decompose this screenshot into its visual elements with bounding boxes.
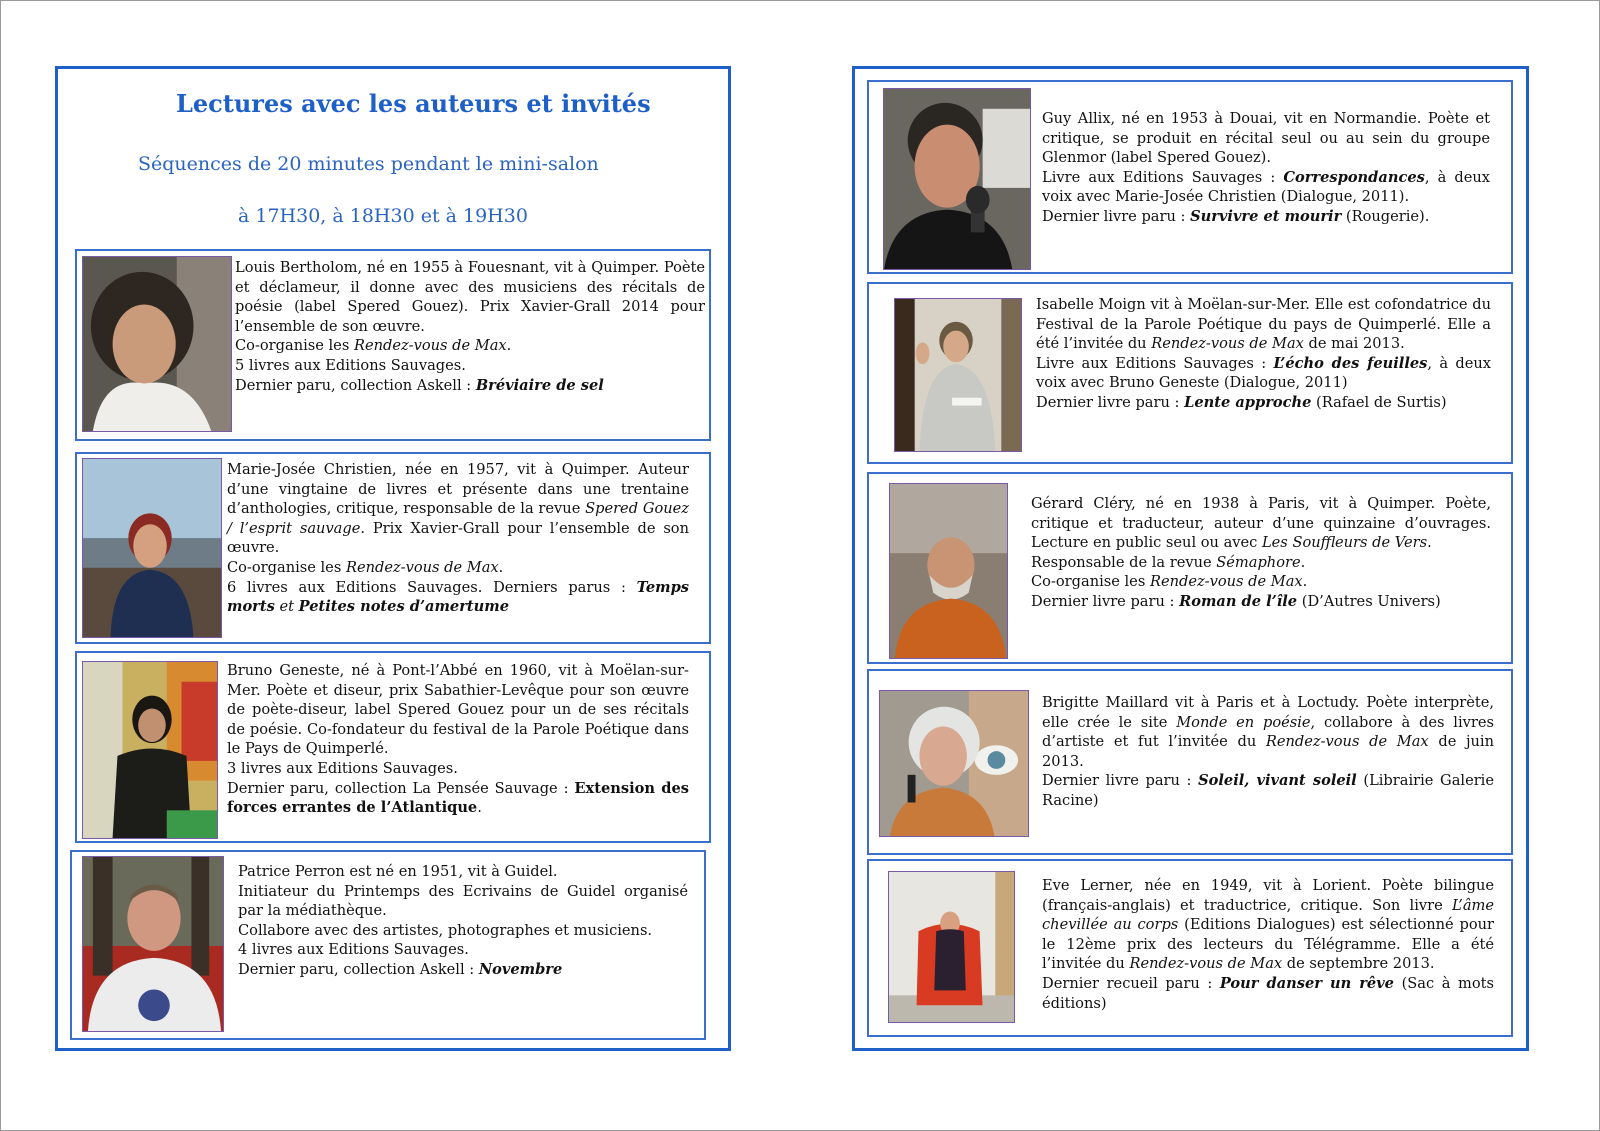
bio-text: Brigitte Maillard vit à Paris et à Loctudy. Poète interprète, elle crée le site — [1042, 694, 1494, 731]
bio-text: Co-organise les — [1031, 573, 1150, 591]
left-page — [55, 66, 731, 1051]
bio-text: Livre aux Editions Sauvages : — [1036, 354, 1274, 372]
bio-text: Dernier livre paru : — [1042, 207, 1191, 225]
bio-emphasis: Spered Gouez / l’esprit sauvage. — [227, 500, 689, 537]
bio-text: (Sac à mots éditions) — [1042, 974, 1494, 1012]
author-photo-eve-lerner — [888, 871, 1015, 1023]
author-bio-eve-lerner — [1042, 876, 1494, 1031]
right-page — [852, 66, 1529, 1051]
bio-books: 5 livres aux Editions Sauvages. — [235, 356, 466, 374]
author-photo-bruno-geneste — [82, 661, 218, 839]
bio-text: , à deux voix avec Marie-Josée Christien (Dialogue, 2011). — [1042, 168, 1490, 206]
author-bio-gerard-clery — [1031, 494, 1491, 612]
bio-text: Prix Xavier-Grall pour l’ensemble de son œuvre. — [227, 519, 689, 557]
bio-emphasis: Sémaphore — [1216, 553, 1301, 571]
author-card-isabelle-moign — [867, 282, 1513, 464]
author-bio-louis-bertholom — [235, 258, 705, 395]
bio-books: 4 livres aux Editions Sauvages. — [238, 941, 469, 959]
bio-text: . — [498, 558, 504, 576]
author-card-guy-allix — [867, 80, 1513, 274]
author-photo-marie-josee-christien — [82, 458, 222, 638]
bio-text: Dernier paru, collection La Pensée Sauvage : — [227, 779, 575, 797]
bio-text: Isabelle Moign vit à Moëlan-sur-Mer. Elle est cofondatrice du Festival de la Parole Poétique du pays de Quimperlé. Elle a été l’invitée du — [1036, 296, 1491, 353]
bio-emphasis: Rendez-vous de Max — [1151, 335, 1304, 353]
bio-emphasis: Rendez-vous de Max — [345, 558, 499, 576]
author-card-patrice-perron — [70, 850, 706, 1040]
bio-text: . — [1302, 573, 1308, 591]
bio-emphasis: Monde en poésie — [1176, 713, 1311, 731]
page-title: Lectures avec les auteurs et invités — [176, 89, 651, 118]
author-photo-patrice-perron — [82, 856, 224, 1032]
book-title: Lente approche — [1184, 393, 1312, 411]
bio-emphasis: L’âme chevillée au corps — [1042, 896, 1494, 934]
schedule-times: à 17H30, à 18H30 et à 19H30 — [238, 205, 528, 227]
bio-text: Dernier livre paru : — [1031, 592, 1180, 610]
author-card-eve-lerner — [867, 859, 1513, 1037]
bio-text: Co-organise les — [235, 337, 354, 355]
book-title: L’écho des feuilles — [1273, 354, 1428, 372]
bio-text: Bruno Geneste, né à Pont-l’Abbé en 1960, vit à Moëlan-sur-Mer. Poète et diseur, prix Sabathier-Levêque pour son œuvre de poète-diseur, label Spered Gouez pour un de ses récitals de poésie. Co-fondateur du festival de la Parole Poétique dans le Pays de Quimperlé. — [227, 662, 689, 758]
bio-emphasis: Rendez-vous de Max — [1149, 573, 1303, 591]
bio-text: Patrice Perron est né en 1951, vit à Guidel. — [238, 863, 558, 880]
bio-emphasis: Rendez-vous de Max — [353, 337, 507, 355]
author-card-marie-josee-christien — [75, 452, 711, 644]
bio-emphasis: Les Souffleurs de Vers — [1261, 534, 1428, 552]
bio-text: (Rougerie). — [1341, 207, 1430, 225]
bio-text: Guy Allix, né en 1953 à Douai, vit en Normandie. Poète et critique, se produit en récital seul ou au sein du groupe Glenmor (label Spered Gouez). — [1042, 110, 1490, 167]
bio-text: Dernier livre paru : — [1036, 393, 1185, 411]
author-photo-louis-bertholom — [82, 256, 232, 432]
bio-text: de mai 2013. — [1303, 335, 1405, 353]
bio-text: Marie-Josée Christien, née en 1957, vit à Quimper. Auteur d’une vingtaine de livres et présente dans une trentaine d’anthologies, critique, responsable de la revue — [227, 461, 689, 518]
bio-text: de septembre 2013. — [1282, 955, 1435, 973]
book-title: Novembre — [478, 960, 563, 978]
author-bio-marie-josee-christien — [227, 460, 689, 617]
bio-text: Initiateur du Printemps des Ecrivains de Guidel organisé par la médiathèque. — [238, 882, 688, 920]
bio-text: . — [477, 799, 482, 817]
bio-text: Dernier paru, collection Askell : — [238, 960, 479, 978]
author-photo-guy-allix — [883, 88, 1031, 270]
bio-text: Gérard Cléry, né en 1938 à Paris, vit à Quimper. Poète, critique et traducteur, auteur d’une quinzaine d’ouvrages. Lecture en public seul ou avec — [1031, 495, 1491, 552]
author-bio-isabelle-moign — [1036, 295, 1491, 413]
author-photo-gerard-clery — [889, 483, 1008, 659]
author-bio-patrice-perron — [238, 862, 688, 980]
author-photo-brigitte-maillard — [879, 690, 1029, 837]
bio-text: Collabore avec des artistes, photographes et musiciens. — [238, 921, 653, 939]
book-title: Roman de l’île — [1179, 592, 1298, 610]
author-card-bruno-geneste — [75, 651, 711, 843]
author-card-brigitte-maillard — [867, 669, 1513, 855]
author-bio-guy-allix — [1042, 109, 1490, 227]
bio-emphasis: Rendez-vous de Max — [1129, 955, 1283, 973]
bio-text: , à deux voix avec Bruno Geneste (Dialogue, 2011) — [1036, 354, 1491, 392]
bio-text: Louis Bertholom, né en 1955 à Fouesnant, vit à Quimper. Poète et déclameur, il donne avec des musiciens des récitals de poésie (label Spered Gouez). Prix Xavier-Grall 2014 pour l’ensemble de son œuvre. — [235, 259, 705, 335]
book-title: Petites notes d’amertume — [298, 598, 509, 616]
bio-text: de juin 2013. — [1042, 733, 1494, 770]
book-title: Correspondances — [1283, 168, 1425, 186]
bio-text: Responsable de la revue — [1031, 553, 1217, 571]
bio-text: (D’Autres Univers) — [1297, 592, 1441, 610]
bio-text: Livre aux Editions Sauvages : — [1042, 168, 1284, 186]
book-title: Pour danser un rêve — [1219, 974, 1394, 992]
bio-emphasis: Rendez-vous de Max — [1265, 733, 1429, 751]
author-card-gerard-clery — [867, 472, 1513, 664]
book-title: Bréviaire de sel — [475, 376, 604, 394]
bio-text: . — [506, 337, 512, 355]
book-title: Temps morts — [227, 578, 689, 616]
bio-text: Co-organise les — [227, 558, 346, 576]
bio-text: Dernier recueil paru : — [1042, 974, 1220, 992]
bio-text: 6 livres aux Editions Sauvages. Derniers parus : — [227, 578, 637, 596]
bio-text: Eve Lerner, née en 1949, vit à Lorient. Poète bilingue (français-anglais) et traductrice, critique. Son livre — [1042, 877, 1494, 914]
author-card-louis-bertholom — [75, 249, 711, 441]
book-title: Soleil, vivant soleil — [1198, 772, 1357, 790]
author-photo-isabelle-moign — [894, 298, 1022, 452]
bio-text: . — [1427, 534, 1432, 552]
bio-text: Dernier livre paru : — [1042, 772, 1199, 790]
bio-text: (Librairie Galerie Racine) — [1042, 772, 1494, 809]
schedule-subtitle: Séquences de 20 minutes pendant le mini-salon — [138, 153, 599, 175]
bio-text: , collabore à des livres d’artiste et fut l’invitée du — [1042, 713, 1494, 751]
bio-text: (Rafael de Surtis) — [1311, 393, 1447, 411]
author-bio-brigitte-maillard — [1042, 693, 1494, 811]
bio-text: et — [274, 598, 299, 616]
bio-text: . — [1300, 553, 1306, 571]
bio-books: 3 livres aux Editions Sauvages. — [227, 759, 458, 777]
author-bio-bruno-geneste — [227, 661, 689, 818]
bio-text: Dernier paru, collection Askell : — [235, 376, 476, 394]
bio-text: (Editions Dialogues) est sélectionné pour le 12ème prix des lecteurs du Télégramme. Elle a été l’invitée du — [1042, 916, 1494, 973]
book-title: Survivre et mourir — [1190, 207, 1342, 225]
book-title: Extension des forces errantes de l’Atlantique — [227, 779, 689, 817]
